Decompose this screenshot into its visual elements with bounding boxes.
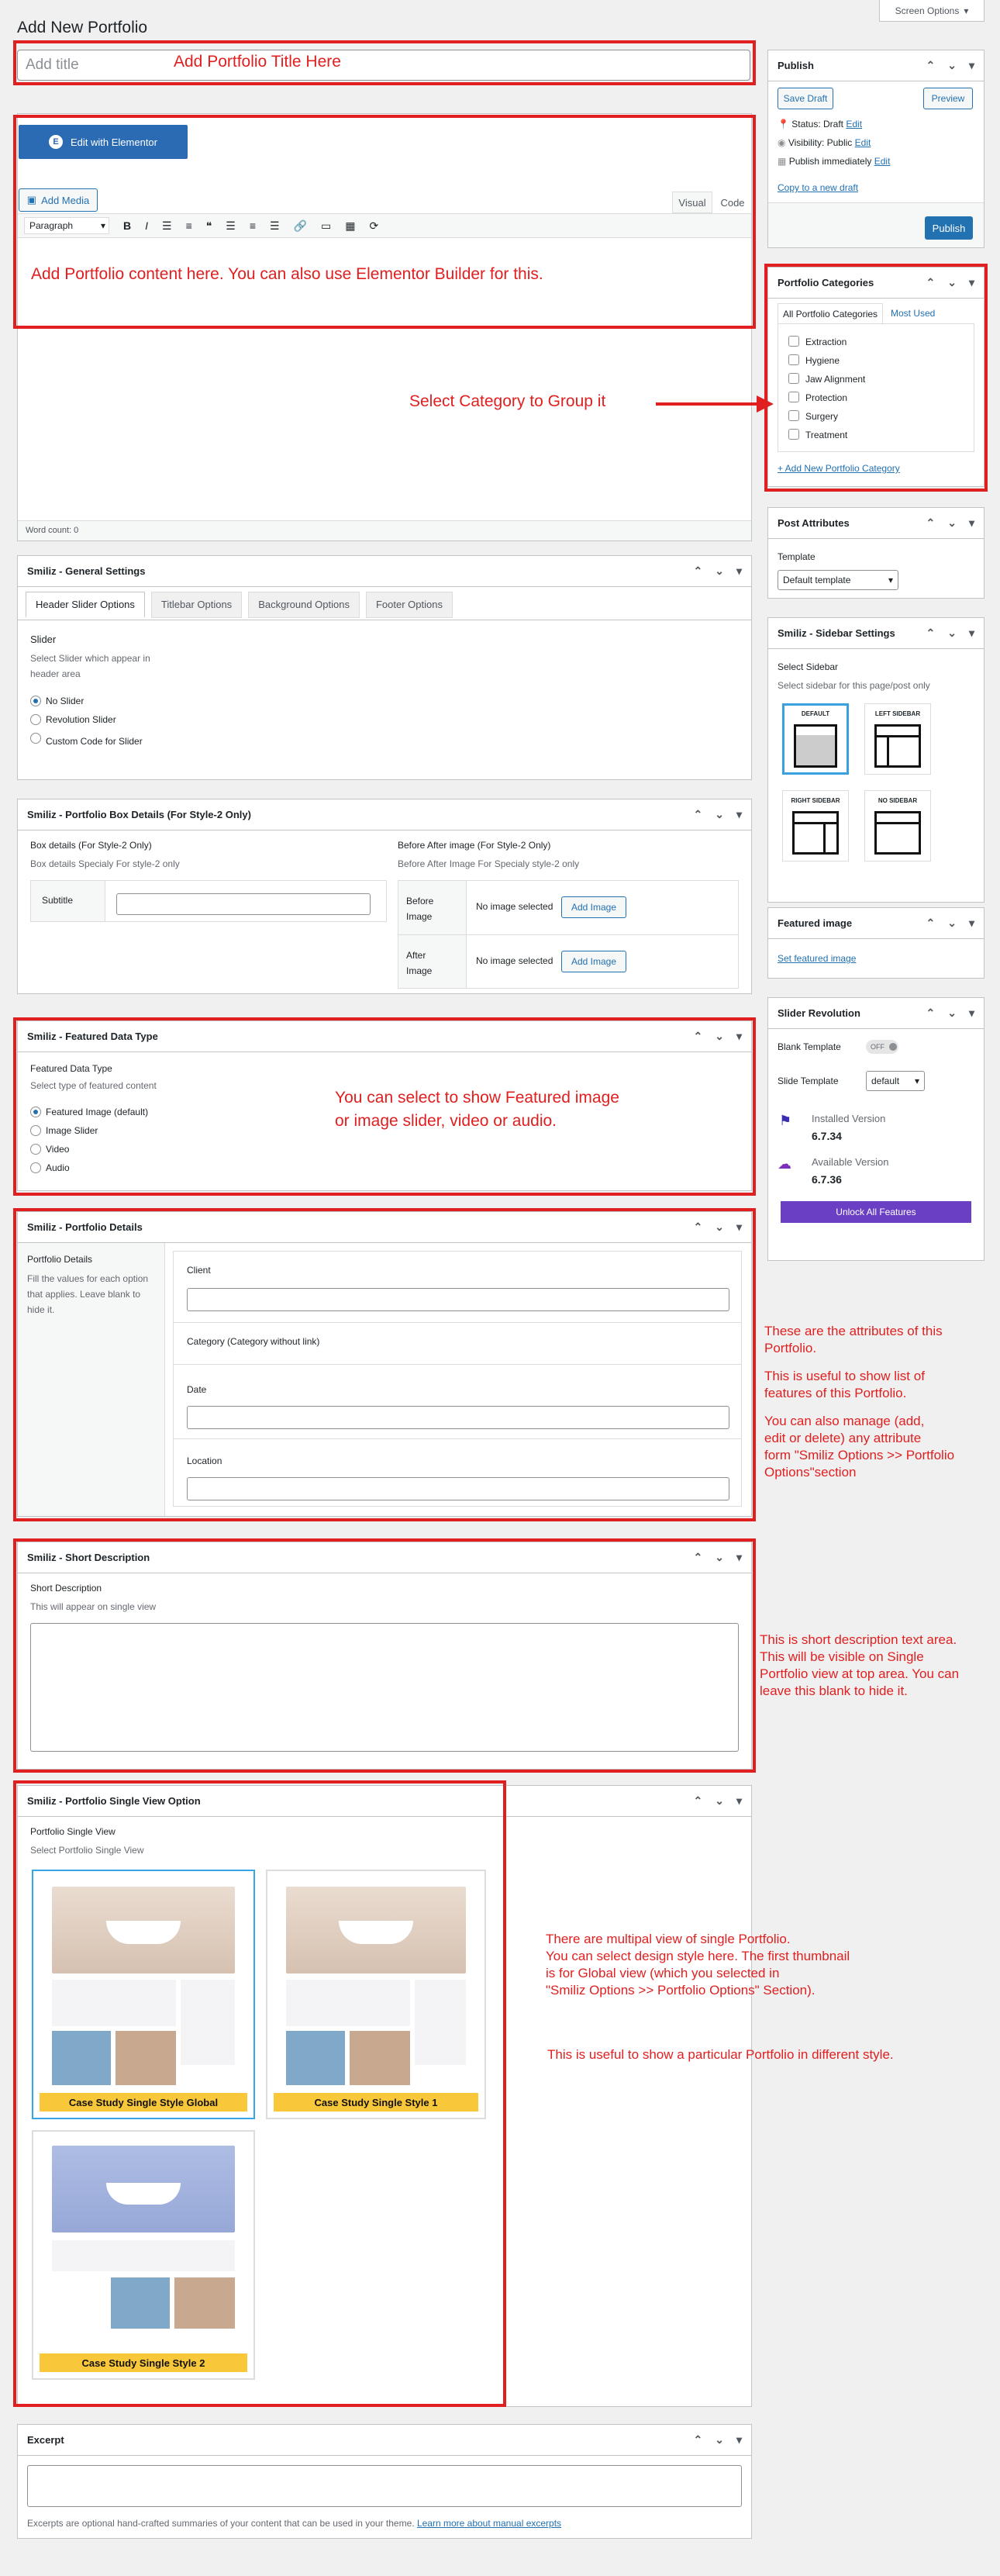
location-label: Location: [187, 1455, 222, 1466]
annotation-line: These are the attributes of this: [764, 1324, 943, 1338]
annotation-details: [764, 1323, 997, 1481]
sidebar-option-default[interactable]: [782, 703, 849, 775]
toggle-knob: [889, 1043, 897, 1051]
move-down-icon[interactable]: ⌄: [715, 1030, 724, 1042]
template-select[interactable]: [778, 570, 898, 590]
categories-title: Portfolio Categories: [778, 277, 874, 288]
edit-visibility-link[interactable]: Edit: [854, 137, 871, 148]
move-up-icon[interactable]: ⌃: [693, 808, 703, 820]
move-down-icon[interactable]: ⌄: [715, 2433, 724, 2446]
category-surgery-label: Surgery: [805, 411, 839, 422]
radio-custom-code[interactable]: [30, 733, 41, 744]
thumb-single-global[interactable]: [32, 1870, 255, 2119]
title-placeholder: Add title: [26, 57, 79, 73]
category-checkbox-treatment[interactable]: [788, 429, 799, 440]
annotation-line: This is short description text area.: [760, 1632, 957, 1647]
short-description-box: [17, 1542, 752, 1770]
bullet-list-icon[interactable]: ☰: [162, 219, 172, 232]
thumb-image: [52, 2146, 235, 2232]
category-checkbox-hygiene[interactable]: [788, 354, 799, 365]
category-treatment-label: Treatment: [805, 430, 848, 440]
slide-template-value: default: [871, 1076, 900, 1086]
sidebar-settings-box: [767, 617, 984, 903]
format-select[interactable]: [24, 217, 109, 234]
after-no-image: No image selected: [476, 955, 553, 966]
box-details-title: Smiliz - Portfolio Box Details (For Style-2 Only): [27, 809, 251, 820]
move-up-icon[interactable]: ⌃: [926, 627, 936, 639]
slider-revolution-title: Slider Revolution: [778, 1007, 860, 1019]
arrow-icon: [656, 392, 774, 416]
toolbar-toggle-icon[interactable]: ▦: [345, 219, 356, 232]
annotation-line: This is useful to show list of: [764, 1369, 925, 1383]
featured-image-box: [767, 907, 984, 979]
format-label: Paragraph: [29, 220, 74, 231]
publish-box: [767, 50, 984, 248]
cloud-download-icon: ☁: [778, 1156, 791, 1172]
align-center-icon[interactable]: ≡: [249, 219, 257, 232]
sidebar-option-left[interactable]: [864, 703, 931, 775]
move-down-icon[interactable]: ⌄: [715, 808, 724, 820]
radio-revolution-slider[interactable]: [30, 714, 41, 725]
toggle-panel-icon[interactable]: ▾: [736, 565, 742, 577]
excerpt-desc-text: Excerpts are optional hand-crafted summaries of your content that can be used in your theme.: [27, 2518, 415, 2529]
toggle-panel-icon[interactable]: ▾: [968, 1007, 974, 1019]
move-up-icon[interactable]: ⌃: [926, 276, 936, 288]
radio-audio[interactable]: [30, 1162, 41, 1173]
annotation-line: edit or delete) any attribute: [764, 1431, 922, 1445]
annotation-line: is for Global view (which you selected in: [546, 1966, 780, 1980]
annotation-category: Select Category to Group it: [409, 392, 606, 410]
tab-code[interactable]: Code: [720, 196, 745, 209]
short-description-title: Smiliz - Short Description: [27, 1552, 150, 1563]
toggle-panel-icon[interactable]: ▾: [968, 917, 974, 929]
sidebar-option-right[interactable]: [782, 790, 849, 862]
move-down-icon[interactable]: ⌄: [715, 565, 724, 577]
sidebar-option-label: LEFT SIDEBAR: [874, 710, 921, 717]
thumb-caption: Case Study Single Style 1: [274, 2093, 478, 2112]
annotation-line: features of this Portfolio.: [764, 1386, 907, 1400]
publish-title: Publish: [778, 60, 814, 71]
copy-to-draft-link[interactable]: Copy to a new draft: [778, 182, 859, 193]
portfolio-details-box: [17, 1211, 752, 1517]
date-input[interactable]: [187, 1406, 729, 1429]
post-attributes-box: [767, 507, 984, 599]
slider-label: Slider: [30, 634, 57, 645]
flag-icon: ⚑: [779, 1113, 792, 1128]
single-view-label: Portfolio Single View: [30, 1826, 116, 1837]
featured-data-title: Smiliz - Featured Data Type: [27, 1031, 158, 1042]
bold-icon[interactable]: B: [123, 219, 132, 232]
select-sidebar-desc: Select sidebar for this page/post only: [778, 680, 930, 691]
annotation-short: [760, 1632, 997, 1700]
thumb-caption: Case Study Single Style Global: [40, 2093, 247, 2112]
custom-code-label: Custom Code for Slider: [46, 736, 143, 747]
excerpt-desc: [27, 2518, 561, 2529]
move-down-icon[interactable]: ⌄: [947, 627, 957, 639]
radio-image-slider[interactable]: [30, 1125, 41, 1136]
move-up-icon[interactable]: ⌃: [693, 1794, 703, 1807]
revolution-slider-label: Revolution Slider: [46, 714, 116, 725]
thumb-caption: Case Study Single Style 2: [40, 2353, 247, 2372]
elementor-label: Edit with Elementor: [71, 136, 157, 148]
annotation-line: leave this blank to hide it.: [760, 1683, 908, 1698]
after-image-label: After Image: [406, 950, 433, 976]
subtitle-input[interactable]: [116, 893, 371, 915]
excerpt-learn-more-link[interactable]: Learn more about manual excerpts: [416, 2518, 562, 2529]
category-jaw-alignment-label: Jaw Alignment: [805, 374, 866, 385]
read-more-icon[interactable]: ▭: [321, 219, 332, 232]
edit-with-elementor-button[interactable]: [19, 125, 188, 159]
excerpt-title: Excerpt: [27, 2434, 64, 2446]
move-up-icon[interactable]: ⌃: [926, 59, 936, 71]
tab-most-used[interactable]: Most Used: [891, 308, 936, 319]
short-description-desc: This will appear on single view: [30, 1601, 157, 1612]
tab-all-categories[interactable]: All Portfolio Categories: [778, 303, 883, 325]
excerpt-textarea[interactable]: [27, 2465, 742, 2507]
annotation-line: Portfolio.: [764, 1341, 817, 1355]
chevron-down-icon: ▾: [888, 575, 893, 585]
annotation-line: There are multipal view of single Portfolio.: [546, 1932, 791, 1946]
blank-template-label: Blank Template: [778, 1041, 841, 1052]
featured-image-title: Featured image: [778, 917, 853, 929]
move-up-icon[interactable]: ⌃: [926, 1007, 936, 1019]
save-draft-button[interactable]: Save Draft: [778, 88, 833, 109]
annotation-line: "Smiliz Options >> Portfolio Options" Section).: [546, 1983, 816, 1998]
single-view-desc: Select Portfolio Single View: [30, 1845, 144, 1856]
pin-icon: 📍: [778, 119, 789, 129]
annotation-title: Add Portfolio Title Here: [174, 53, 341, 71]
status-text: Status: Draft: [791, 119, 843, 129]
annotation-line: form "Smiliz Options >> Portfolio: [764, 1448, 955, 1462]
installed-version-value: 6.7.34: [812, 1130, 842, 1142]
chevron-down-icon: ▾: [100, 220, 105, 231]
single-view-title: Smiliz - Portfolio Single View Option: [27, 1795, 201, 1807]
annotation-line: This will be visible on Single: [760, 1649, 924, 1664]
eye-icon: ◉: [778, 137, 786, 148]
available-version-value: 6.7.36: [812, 1173, 842, 1186]
move-down-icon[interactable]: ⌄: [947, 917, 957, 929]
portfolio-details-label: Portfolio Details: [27, 1254, 93, 1265]
add-media-button[interactable]: [19, 188, 98, 212]
refresh-icon[interactable]: ⟳: [369, 219, 379, 232]
category-checkbox-jaw-alignment[interactable]: [788, 373, 799, 384]
toggle-panel-icon[interactable]: ▾: [736, 1030, 742, 1042]
annotation-content: Add Portfolio content here. You can also use Elementor Builder for this.: [31, 265, 543, 283]
thumb-single-style-1[interactable]: [266, 1870, 486, 2119]
installed-version-label: Installed Version: [812, 1113, 886, 1124]
unlock-all-features-button[interactable]: Unlock All Features: [781, 1201, 971, 1223]
sidebar-option-label: DEFAULT: [801, 710, 830, 717]
word-count: [18, 520, 751, 540]
category-checkbox-protection[interactable]: [788, 392, 799, 402]
thumb-single-style-2[interactable]: [32, 2130, 255, 2380]
video-option: Video: [46, 1144, 70, 1155]
before-image-row: [398, 880, 739, 989]
align-right-icon[interactable]: ☰: [270, 219, 280, 232]
radio-video[interactable]: [30, 1144, 41, 1155]
short-description-textarea[interactable]: [30, 1623, 739, 1752]
slide-template-select[interactable]: [866, 1071, 925, 1091]
preview-button[interactable]: Preview: [923, 88, 973, 109]
featured-data-desc: Select type of featured content: [30, 1080, 157, 1091]
edit-status-link[interactable]: Edit: [846, 119, 863, 129]
screen-options-button[interactable]: [879, 0, 984, 22]
box-details-box: [17, 799, 752, 994]
category-label: Category (Category without link): [187, 1336, 320, 1347]
audio-option: Audio: [46, 1162, 70, 1173]
client-label: Client: [187, 1265, 211, 1276]
before-no-image: No image selected: [476, 901, 553, 912]
annotation-line: [764, 1357, 997, 1368]
general-settings-box: [17, 555, 752, 780]
available-version-label: Available Version: [812, 1156, 889, 1168]
media-icon: ▣: [26, 194, 37, 205]
move-down-icon[interactable]: ⌄: [947, 516, 957, 529]
move-down-icon[interactable]: ⌄: [947, 276, 957, 288]
visibility-row: [778, 137, 871, 148]
move-down-icon[interactable]: ⌄: [947, 59, 957, 71]
portfolio-details-desc: Fill the values for each option that applies. Leave blank to hide it.: [27, 1273, 149, 1315]
italic-icon[interactable]: I: [145, 219, 149, 232]
short-description-label: Short Description: [30, 1583, 102, 1594]
blank-template-toggle[interactable]: [866, 1040, 898, 1054]
tab-titlebar[interactable]: Titlebar Options: [151, 592, 242, 618]
tab-footer[interactable]: Footer Options: [366, 592, 453, 618]
annotation-line: You can select design style here. The first thumbnail: [546, 1949, 850, 1963]
excerpt-box: [17, 2424, 752, 2539]
thumb-image: [286, 1887, 466, 1973]
date-label: Date: [187, 1384, 207, 1395]
annotation-line: You can also manage (add,: [764, 1414, 925, 1428]
publish-date-row: [778, 156, 890, 167]
move-down-icon[interactable]: ⌄: [715, 1221, 724, 1233]
add-media-label: Add Media: [41, 194, 90, 206]
link-icon[interactable]: 🔗: [293, 219, 308, 232]
tab-background[interactable]: Background Options: [248, 592, 360, 618]
annotation-single-2: This is useful to show a particular Portfolio in different style.: [547, 2047, 894, 2062]
title-input[interactable]: [17, 50, 750, 81]
toggle-panel-icon[interactable]: ▾: [968, 59, 974, 71]
screen-options-label: Screen Options: [895, 5, 960, 16]
move-up-icon[interactable]: ⌃: [693, 2433, 703, 2446]
annotation-featured-1: You can select to show Featured image: [335, 1089, 619, 1107]
publish-when-text: Publish immediately: [788, 156, 872, 167]
toggle-panel-icon[interactable]: ▾: [968, 276, 974, 288]
toggle-panel-icon[interactable]: ▾: [736, 1794, 742, 1807]
chevron-down-icon: ▾: [914, 1076, 919, 1086]
toggle-panel-icon[interactable]: ▾: [736, 1221, 742, 1233]
toggle-panel-icon[interactable]: ▾: [968, 516, 974, 529]
featured-image-option: Featured Image (default): [46, 1107, 149, 1117]
box-details-desc: Box details Specialy For style-2 only: [30, 858, 180, 869]
move-down-icon[interactable]: ⌄: [715, 1551, 724, 1563]
toggle-panel-icon[interactable]: ▾: [968, 627, 974, 639]
box-details-label: Box details (For Style-2 Only): [30, 840, 152, 851]
radio-featured-image[interactable]: [30, 1107, 41, 1117]
publish-button[interactable]: Publish: [925, 216, 973, 240]
move-up-icon[interactable]: ⌃: [693, 565, 703, 577]
editor-toolbar: [18, 213, 751, 238]
post-attributes-title: Post Attributes: [778, 517, 850, 529]
status-row: [778, 119, 862, 129]
set-featured-image-link[interactable]: Set featured image: [778, 953, 857, 964]
sidebar-option-none[interactable]: [864, 790, 931, 862]
before-add-image-button[interactable]: Add Image: [561, 896, 626, 918]
toggle-panel-icon[interactable]: ▾: [736, 2433, 742, 2446]
editor-box: [17, 113, 752, 541]
quote-icon[interactable]: ❝: [205, 219, 212, 232]
featured-data-label: Featured Data Type: [30, 1063, 112, 1074]
template-value: Default template: [783, 575, 851, 585]
align-left-icon[interactable]: ☰: [226, 219, 236, 232]
portfolio-details-title: Smiliz - Portfolio Details: [27, 1221, 143, 1233]
move-up-icon[interactable]: ⌃: [926, 917, 936, 929]
category-checkbox-extraction[interactable]: [788, 336, 799, 347]
sidebar-option-label: RIGHT SIDEBAR: [791, 797, 840, 804]
slider-revolution-box: [767, 997, 984, 1261]
select-sidebar-label: Select Sidebar: [778, 661, 839, 672]
move-up-icon[interactable]: ⌃: [693, 1221, 703, 1233]
category-extraction-label: Extraction: [805, 337, 847, 347]
visibility-text: Visibility: Public: [788, 137, 853, 148]
edit-date-link[interactable]: Edit: [874, 156, 891, 167]
radio-no-slider[interactable]: [30, 696, 41, 706]
category-hygiene-label: Hygiene: [805, 355, 840, 366]
single-view-box: [17, 1785, 752, 2407]
slide-template-label: Slide Template: [778, 1076, 839, 1086]
page-title: Add New Portfolio: [17, 19, 148, 36]
portfolio-categories-box: [767, 267, 984, 487]
client-input[interactable]: [187, 1288, 729, 1311]
annotation-line: Options"section: [764, 1465, 857, 1480]
toggle-panel-icon[interactable]: ▾: [736, 808, 742, 820]
move-down-icon[interactable]: ⌄: [947, 1007, 957, 1019]
move-down-icon[interactable]: ⌄: [715, 1794, 724, 1807]
subtitle-label: Subtitle: [42, 895, 74, 906]
no-slider-label: No Slider: [46, 696, 84, 706]
chevron-down-icon: ▾: [964, 5, 969, 16]
add-category-link[interactable]: + Add New Portfolio Category: [778, 463, 900, 474]
move-up-icon[interactable]: ⌃: [926, 516, 936, 529]
before-after-desc: Before After Image For Specialy style-2 only: [398, 858, 580, 869]
category-checkbox-surgery[interactable]: [788, 410, 799, 421]
location-input[interactable]: [187, 1477, 729, 1500]
sidebar-settings-title: Smiliz - Sidebar Settings: [778, 627, 895, 639]
before-image-label: Before Image: [406, 896, 434, 922]
before-after-label: Before After image (For Style-2 Only): [398, 840, 551, 851]
word-count-label: Word count: 0: [26, 526, 79, 535]
annotation-featured-2: or image slider, video or audio.: [335, 1112, 557, 1130]
after-add-image-button[interactable]: Add Image: [561, 951, 626, 972]
thumb-image: [52, 1887, 235, 1973]
tab-visual[interactable]: Visual: [672, 192, 712, 213]
annotation-single: [546, 1931, 995, 1999]
toggle-label: OFF: [871, 1043, 884, 1051]
move-up-icon[interactable]: ⌃: [693, 1551, 703, 1563]
sidebar-option-label: NO SIDEBAR: [878, 797, 918, 804]
annotation-line: Portfolio view at top area. You can: [760, 1666, 960, 1681]
elementor-icon: E: [49, 135, 63, 149]
subtitle-row: [30, 880, 387, 922]
annotation-line: [764, 1402, 997, 1413]
general-settings-title: Smiliz - General Settings: [27, 565, 146, 577]
calendar-icon: ▦: [778, 156, 787, 167]
image-slider-option: Image Slider: [46, 1125, 98, 1136]
toggle-panel-icon[interactable]: ▾: [736, 1551, 742, 1563]
slider-desc: Select Slider which appear in header area: [30, 653, 150, 679]
number-list-icon[interactable]: ≡: [185, 219, 192, 232]
tab-header-slider[interactable]: Header Slider Options: [26, 592, 145, 618]
move-up-icon[interactable]: ⌃: [693, 1030, 703, 1042]
category-protection-label: Protection: [805, 392, 848, 403]
template-label: Template: [778, 551, 816, 562]
